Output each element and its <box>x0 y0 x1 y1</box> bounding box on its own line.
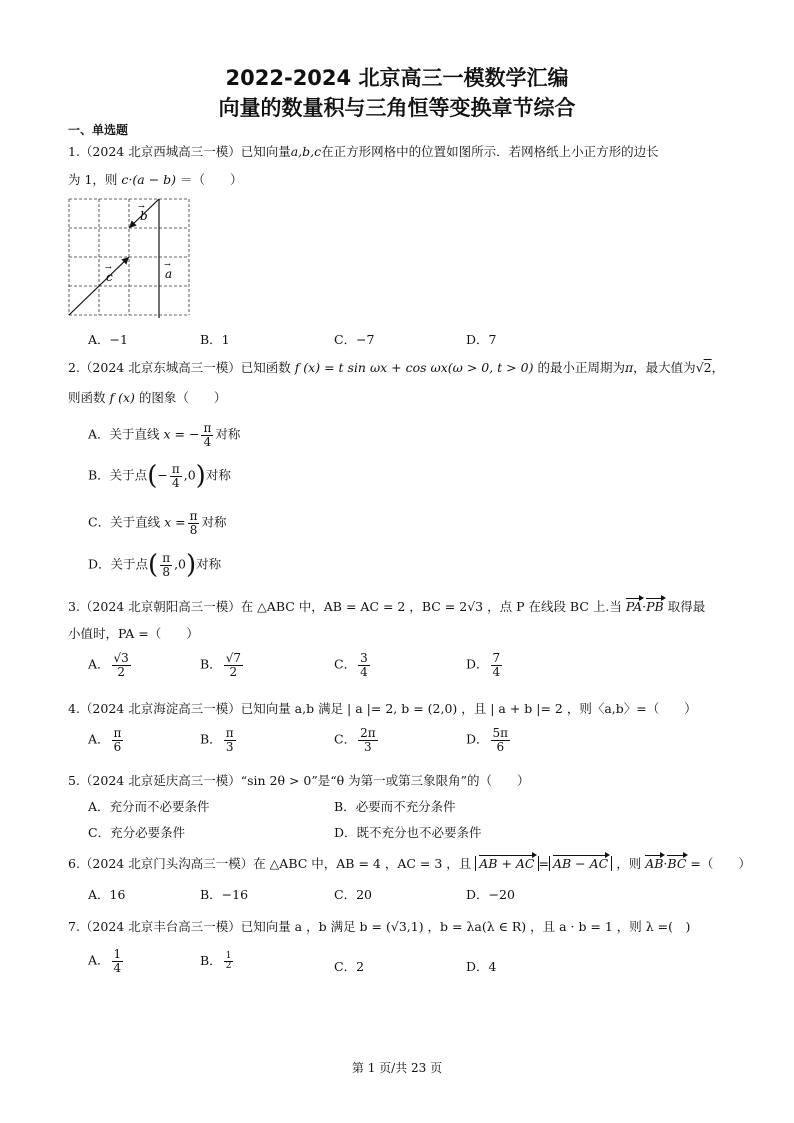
q4-optB-num: π <box>225 726 234 740</box>
q2-optC-num: π <box>189 509 198 523</box>
vector-c-arrowmark: → <box>105 263 112 272</box>
q6-equals: = <box>538 856 549 871</box>
q6-abs-diff <box>549 856 612 871</box>
q7-optB-num: 1 <box>225 950 232 961</box>
q6-stem: 6.（2024 北京门头沟高三一模）在 △ABC 中，AB = 4 ，AC = 3 ，且 AB + AC = AB − AC ，则 AB·BC =（ ） <box>68 856 751 871</box>
vector-a-label: a <box>165 267 173 281</box>
q6-stem-part3: =（ ） <box>690 856 751 871</box>
q2-optD-den: 8 <box>162 564 170 579</box>
q2-optB-tail: ,0 <box>183 467 196 483</box>
q7-optC-text: 2 <box>356 959 365 974</box>
q7-optA-num: 1 <box>113 947 122 961</box>
q4-optA-label: A． <box>88 731 110 747</box>
q2-sqrt2: 2 <box>703 360 712 375</box>
q4-optB-label: B． <box>200 731 222 747</box>
q6-option-c: C．20 <box>334 887 372 902</box>
q7-option-c <box>334 957 364 975</box>
q3-dot: · <box>642 599 647 614</box>
q3-vec-pa: PA <box>625 599 643 614</box>
q5-stem: 5.（2024 北京延庆高三一模）“sin 2θ > 0”是“θ 为第一或第三象限角”的（ ） <box>68 773 530 788</box>
q2-optD-fraction <box>160 552 172 578</box>
q4-optA-den: 6 <box>113 739 122 754</box>
q4-optC-label: C． <box>334 731 357 747</box>
q7-optB-den: 2 <box>225 961 232 971</box>
q2-optA-eq: x = − <box>163 426 200 442</box>
q7-optA-den: 4 <box>113 960 122 975</box>
q7-optB-label: B． <box>200 953 222 968</box>
vector-a-arrowmark: → <box>164 260 171 269</box>
q3-optD-num: 7 <box>492 651 501 665</box>
q6-abs-diff-text: AB − AC <box>552 856 609 871</box>
q4-optA-num: π <box>113 726 122 740</box>
q1-option-a: A．−1 <box>88 332 128 347</box>
q7-stem: 7.（2024 北京丰台高三一模）已知向量 a ，b 满足 b = (√3,1) ，b = λa(λ ∈ R) ，且 a · b = 1 ，则 λ =( ) <box>68 919 691 934</box>
q2-optB-fraction <box>170 463 182 489</box>
q6-abs-sum-text: AB + AC <box>479 856 535 871</box>
q1-option-d: D．7 <box>466 332 497 347</box>
q7-optA-label: A． <box>88 952 110 968</box>
q2-optC-eq: x = <box>164 514 186 530</box>
q2-optB-den: 4 <box>171 475 180 490</box>
q6-vec-bc: BC <box>667 856 687 871</box>
q6-stem-part2: ，则 <box>616 856 642 871</box>
q3-stem-end: 取得最 <box>667 599 706 614</box>
q6-option-d: D．−20 <box>466 887 515 902</box>
q1-stem <box>68 142 659 160</box>
q2-stem-part1: 2.（2024 北京东城高三一模）已知函数 <box>68 360 291 375</box>
q5-option-c: C．充分必要条件 <box>88 825 186 840</box>
q1-stem-line2 <box>68 170 243 188</box>
q2-optC-post: 对称 <box>201 514 227 530</box>
q3-option-d <box>466 652 504 678</box>
q7-option-b <box>200 951 235 971</box>
q7-option-d <box>466 957 496 975</box>
q3-vec-pb: PB <box>646 599 664 614</box>
q2-optA-pre: A．关于直线 <box>88 426 160 442</box>
q2-optC-pre: C．关于直线 <box>88 514 161 530</box>
page-footer: 第 1 页/共 23 页 <box>351 1061 443 1075</box>
q4-optB-den: 3 <box>225 739 234 754</box>
q2-line2: 则函数 <box>68 390 106 405</box>
q7-optD-label: D． <box>466 959 489 974</box>
q6-option-a: A．16 <box>88 887 126 902</box>
q3-stem-text: 3.（2024 北京朝阳高三一模）在 △ABC 中，AB = AC = 2 ，BC = 2√3 ，点 P 在线段 BC 上.当 <box>68 599 622 614</box>
q3-option-c <box>334 652 372 678</box>
q2-stem-part3: ，最大值为 <box>633 360 696 375</box>
q3-stem-line2: 小值时，PA =（ ） <box>68 626 199 641</box>
q2-option-a <box>88 422 240 448</box>
q3-option-b <box>200 652 245 678</box>
q3-optB-label: B． <box>200 656 222 672</box>
q1-vector-grid-figure <box>68 198 192 318</box>
q4-optC-num: 2π <box>360 726 376 740</box>
q2-optA-post: 对称 <box>215 426 241 442</box>
q2-optD-num: π <box>162 550 171 565</box>
q6-option-b: B．−16 <box>200 887 249 902</box>
q3-optD-den: 4 <box>492 664 501 679</box>
q3-optA-num: √3 <box>113 651 129 665</box>
q5-option-a: A．充分而不必要条件 <box>88 799 210 814</box>
q3-optC-label: C． <box>334 656 357 672</box>
q4-stem: 4.（2024 北京海淀高三一模）已知向量 a,b 满足 | a |= 2, b = (2,0) ，且 | a + b |= 2 ，则〈a,b〉=（ ） <box>68 701 697 716</box>
q2-optC-fraction <box>188 510 200 536</box>
q1-stem-part1: 1.（2024 北京西城高三一模）已知向量 <box>68 144 291 159</box>
q3-optB-num: √7 <box>225 651 241 665</box>
q7-option-a <box>88 948 125 974</box>
q2-optA-den: 4 <box>203 434 212 449</box>
q2-option-c <box>88 510 226 536</box>
q3-optA-label: A． <box>88 656 110 672</box>
q4-optD-num: 5π <box>492 726 509 740</box>
q2-stem-part2: 的最小正周期为 <box>537 360 625 375</box>
q1-option-b: B．1 <box>200 332 230 347</box>
q2-optB-pre: B．关于点 <box>88 467 148 483</box>
q4-option-c <box>334 727 380 753</box>
q2-stem-part4: ， <box>711 360 725 375</box>
q5-option-b: B．必要而不充分条件 <box>334 799 456 814</box>
q2-option-d: D．关于点( $\frac{\pi}{8}$ ,0)对称 <box>88 550 222 580</box>
q5-option-d: D．既不充分也不必要条件 <box>334 825 482 840</box>
q7-optD-text: 4 <box>488 959 497 974</box>
q2-optD-post: 对称 <box>196 556 222 572</box>
q3-optD-label: D． <box>466 656 489 672</box>
q3-optC-den: 4 <box>360 664 368 679</box>
q2-line2b: 的图象（ ） <box>138 390 227 405</box>
q4-optD-den: 6 <box>496 739 505 754</box>
q2-optB-post: 对称 <box>205 467 231 483</box>
doc-title-line1: 2022-2024 北京高三一模数学汇编 <box>225 66 569 90</box>
q1-stem-part2: 在正方形网格中的位置如图所示．若网格纸上小正方形的边长 <box>321 144 659 159</box>
q3-optA-den: 2 <box>117 664 125 679</box>
q2-stem: 2.（2024 北京东城高三一模）已知函数 f (x) = t sin ωx + cos ωx(ω > 0, t > 0) 的最小正周期为π，最大值为√2， <box>68 360 725 375</box>
q2-stem-line2 <box>68 388 226 406</box>
q6-abs-sum <box>475 856 538 871</box>
vector-b-label: b <box>140 209 148 223</box>
q4-option-d <box>466 727 512 753</box>
q1-option-c: C．−7 <box>334 332 375 347</box>
q4-optD-label: D． <box>466 731 489 747</box>
q6-vec-ab: AB <box>645 856 664 871</box>
q2-optC-den: 8 <box>189 522 198 537</box>
q7-optC-label: C． <box>334 959 357 974</box>
q1-line2a: 为 1，则 <box>68 172 118 187</box>
q4-option-a <box>88 727 125 753</box>
q3-optB-den: 2 <box>229 664 238 679</box>
doc-title-line2: 向量的数量积与三角恒等变换章节综合 <box>218 96 576 120</box>
q6-stem-part1: 6.（2024 北京门头沟高三一模）在 △ABC 中，AB = 4 ，AC = 3 ，且 <box>68 856 472 871</box>
vector-b-arrowmark: → <box>138 202 145 211</box>
q2-optA-num: π <box>203 421 212 435</box>
q2-optD-tail: ,0 <box>174 556 187 572</box>
q1-vecs: a,b,c <box>290 144 322 159</box>
q2-optA-fraction <box>201 422 213 448</box>
q3-option-a <box>88 652 133 678</box>
q2-fx: f (x) <box>109 390 135 405</box>
q3-stem <box>68 597 705 615</box>
q2-optB-num: π <box>171 461 180 476</box>
q1-line2b: ＝（ ） <box>180 172 243 187</box>
q4-option-b <box>200 727 238 753</box>
section-heading: 一、单选题 <box>68 123 129 137</box>
vector-c-label: c <box>106 270 113 284</box>
q2-pi: π <box>624 360 634 375</box>
q1-expr: c·(a − b) <box>121 172 177 187</box>
q2-function: f (x) = t sin ωx + cos ωx(ω > 0, t > 0) <box>294 360 534 375</box>
q4-optC-den: 3 <box>364 739 372 754</box>
q2-option-b: B．关于点(− $\frac{\pi}{4}$ ,0)对称 <box>88 461 231 491</box>
q2-optD-pre: D．关于点 <box>88 556 149 572</box>
q3-optC-num: 3 <box>360 651 368 665</box>
